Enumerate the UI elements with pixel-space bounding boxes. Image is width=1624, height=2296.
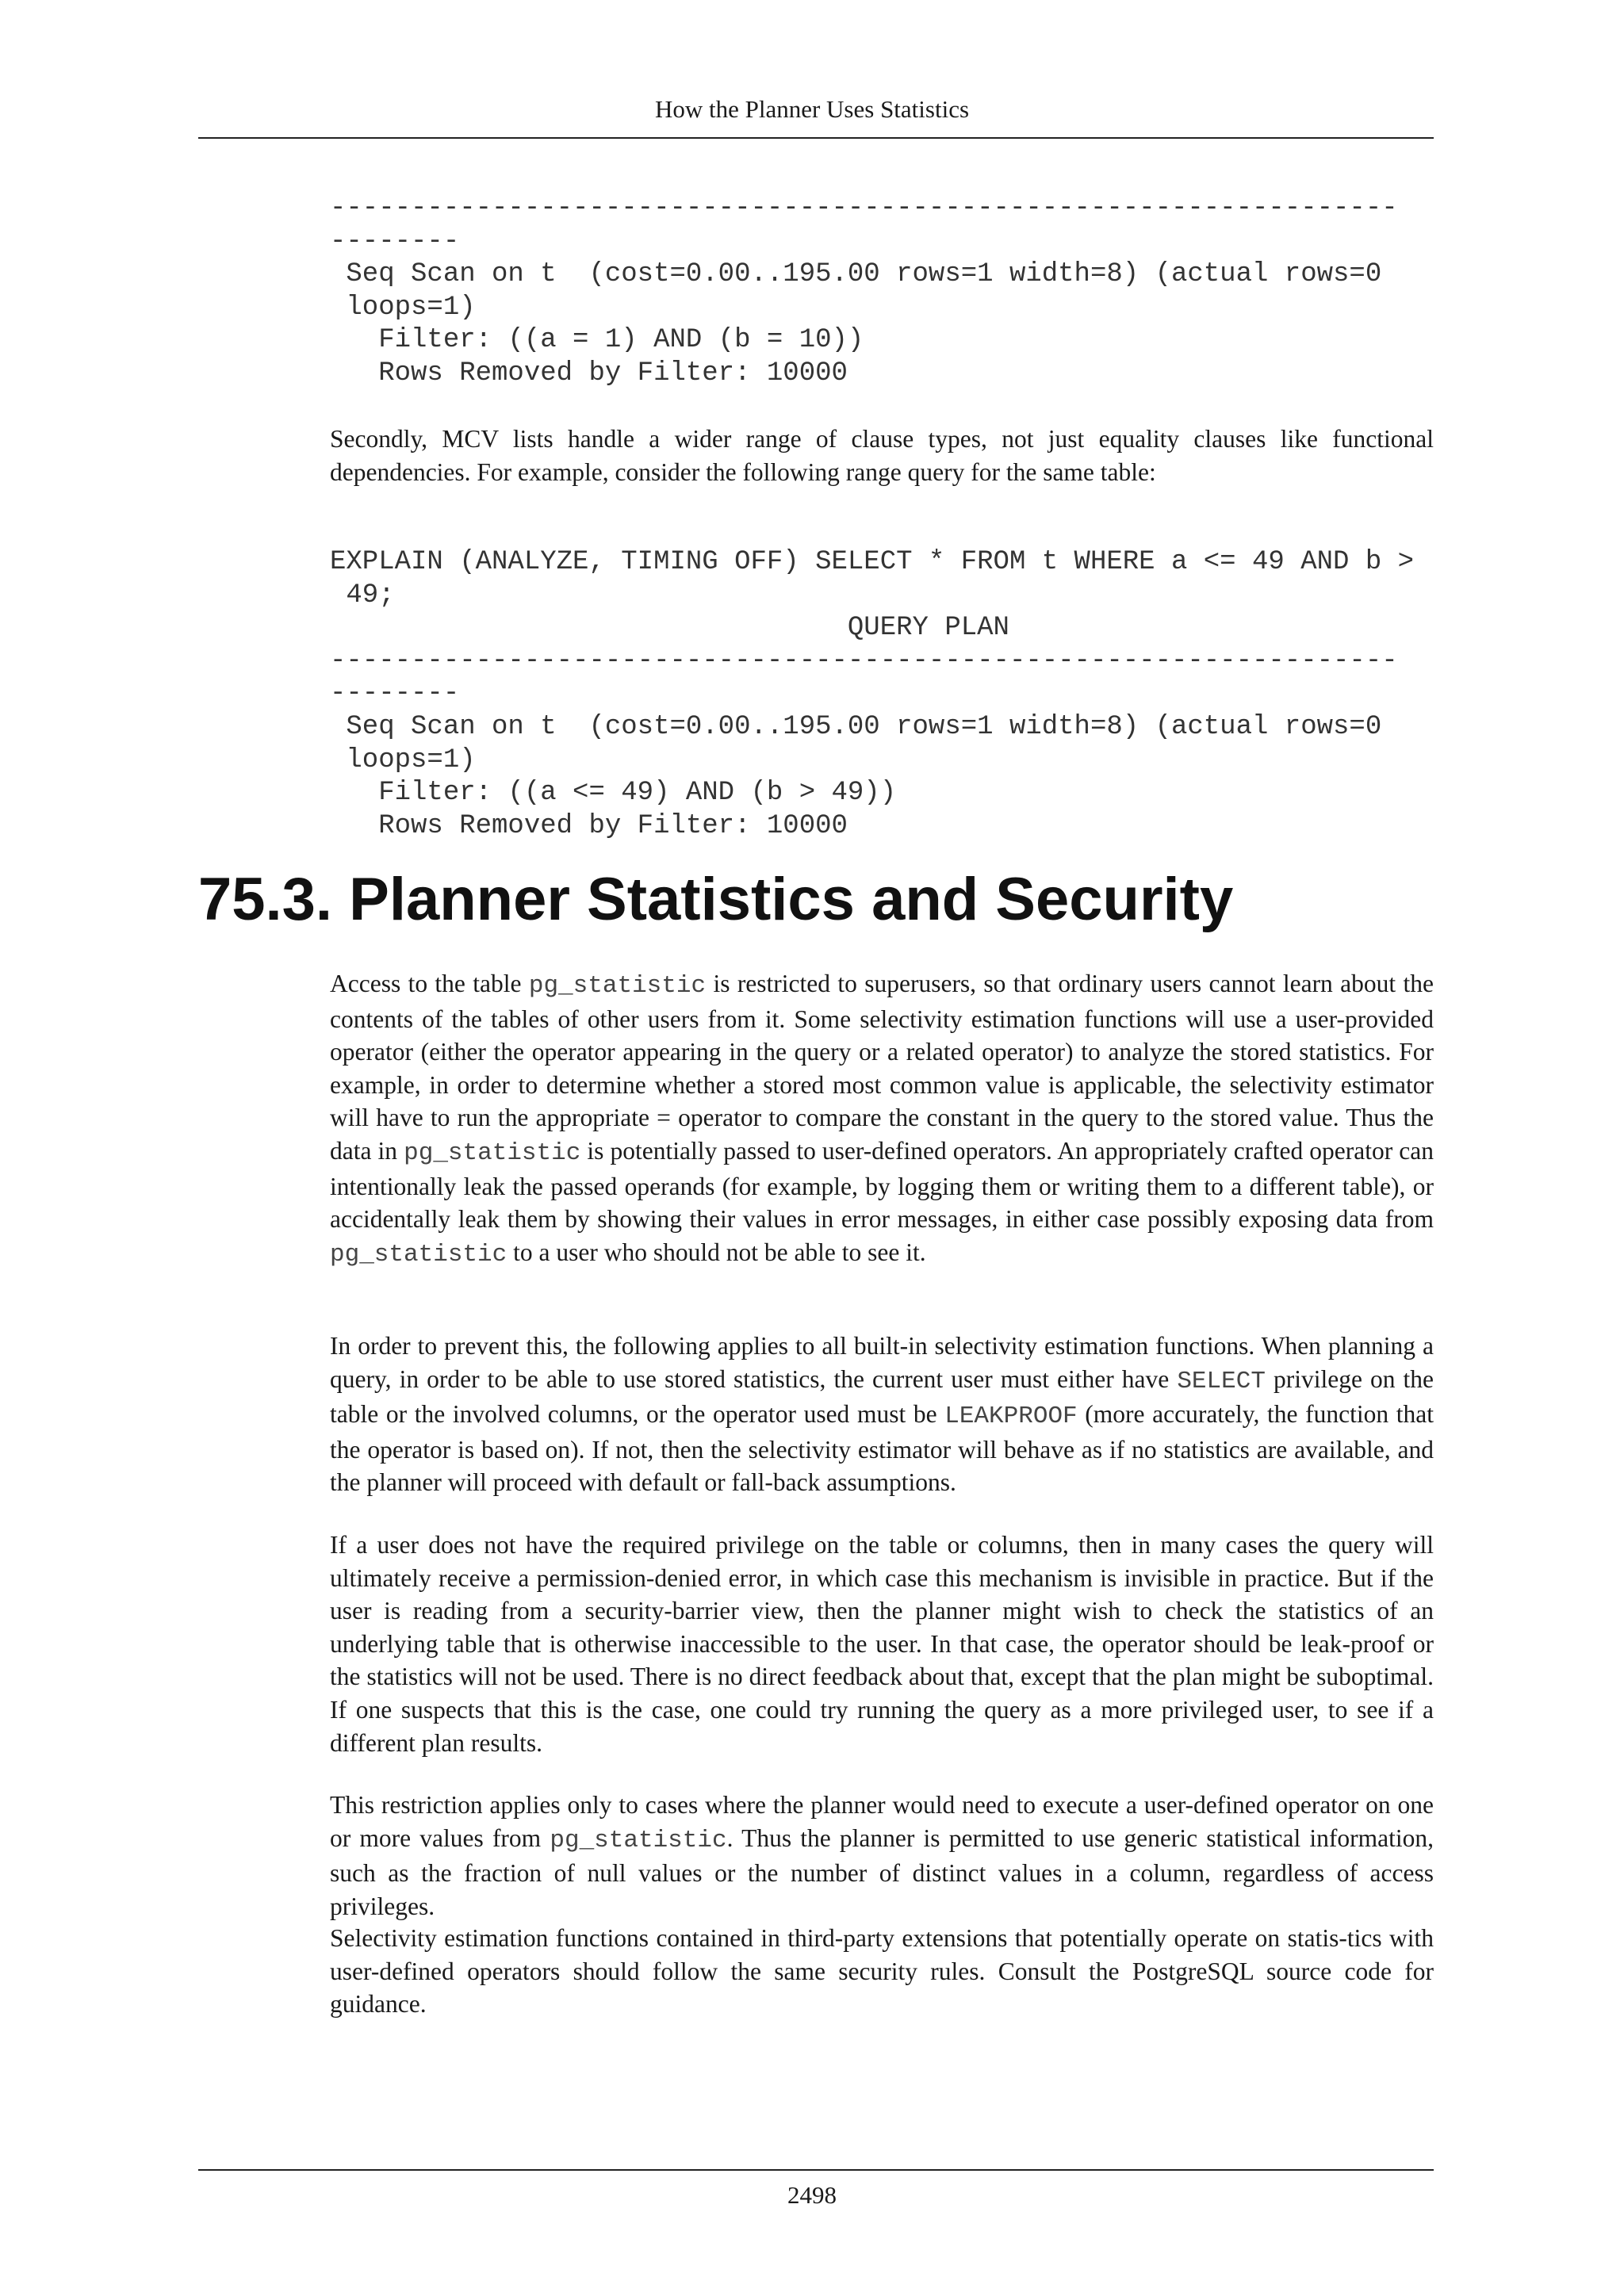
page-number: 2498	[787, 2181, 837, 2209]
inline-code-pg-statistic: pg_statistic	[330, 1240, 508, 1269]
paragraph-access-restriction: Access to the table pg_statistic is restricted to superusers, so that ordinary users cannot learn about the contents of the tables of other users from it. Some selectivity estimation functions will use a user-provided operator (either the operator appearing in the query or a related operator) to analyze the stored statistics. For example, in order to determine whether a stored most common value is applicable, the selectivity estimator will have to run the appropriate = operator to compare the constant in the query to the stored value. Thus the data in pg_statistic is potentially passed to user-defined operators. An appropriately crafted operator can intentionally leak the passed operands (for example, by logging them or writing them to a different table), or accidentally leak them by showing their values in error messages, in either case possibly exposing data from pg_statistic to a user who should not be able to see it.	[330, 970, 1434, 1269]
footer-rule	[198, 2169, 1434, 2171]
paragraph-security-barrier: If a user does not have the required privilege on the table or columns, then in many cases the query will ultimately receive a permission-denied error, in which case this mechanism is invisible in practice. But if the user is reading from a security-barrier view, then the planner might wish to check the statistics of an underlying table that is otherwise inaccessible to the user. In that case, the operator should be leak-proof or the statistics will not be used. There is no direct feedback about that, except that the plan might be suboptimal. If one suspects that this is the case, one could try running the query as a more privileged user, to see if a different plan results.	[330, 1531, 1434, 1757]
paragraph-restriction-scope: This restriction applies only to cases where the planner would need to execute a user-defined operator on one or more values from pg_statistic. Thus the planner is permitted to use generic statistical information, such as the fraction of null values or the number of distinct values in a column, regardless of access privileges.	[330, 1791, 1434, 1920]
inline-code-pg-statistic: pg_statistic	[528, 972, 707, 1000]
inline-code-leakproof: LEAKPROOF	[944, 1402, 1078, 1431]
paragraph-prevention: In order to prevent this, the following applies to all built-in selectivity estimation functions. When planning a query, in order to be able to use stored statistics, the current user must either have SELECT privilege on the table or the involved columns, or the operator used must be LEAKPROOF (more accurately, the function that the operator is based on). If not, then the selectivity estimator will behave as if no statistics are available, and the planner will proceed with default or fall-back assumptions.	[330, 1332, 1434, 1497]
inline-code-pg-statistic: pg_statistic	[404, 1138, 581, 1167]
running-header-title: How the Planner Uses Statistics	[654, 95, 970, 123]
section-heading: 75.3. Planner Statistics and Security	[198, 866, 1234, 933]
paragraph-third-party-extensions: Selectivity estimation functions contained in third-party extensions that potentially operate on statis-tics with user-defined operators should follow the same security rules. Consult the PostgreSQL source code for guidance.	[330, 1924, 1434, 2019]
paragraph-range-query-intro: Secondly, MCV lists handle a wider range of clause types, not just equality clauses like functional dependencies. For example, consider the following range query for the same table:	[330, 425, 1434, 486]
inline-code-pg-statistic: pg_statistic	[550, 1826, 727, 1854]
inline-code-select: SELECT	[1177, 1367, 1266, 1395]
code-block-query-plan-range: EXPLAIN (ANALYZE, TIMING OFF) SELECT * FROM t WHERE a <= 49 AND b > 49; QUERY PLAN ------------------------------------------------------------------ -------- Seq Scan on t (cost=0.00..195.00 rows=1 width=8) (actual rows=0 loops=1) Filter: ((a <= 49) AND (b > 49)) Rows Removed by Filter: 10000	[330, 547, 1415, 841]
header-rule	[198, 137, 1434, 139]
code-block-query-plan-equality: ------------------------------------------------------------------ -------- Seq Scan on t (cost=0.00..195.00 rows=1 width=8) (actual rows=0 loops=1) Filter: ((a = 1) AND (b = 10)) Rows Removed by Filter: 10000	[330, 193, 1398, 388]
